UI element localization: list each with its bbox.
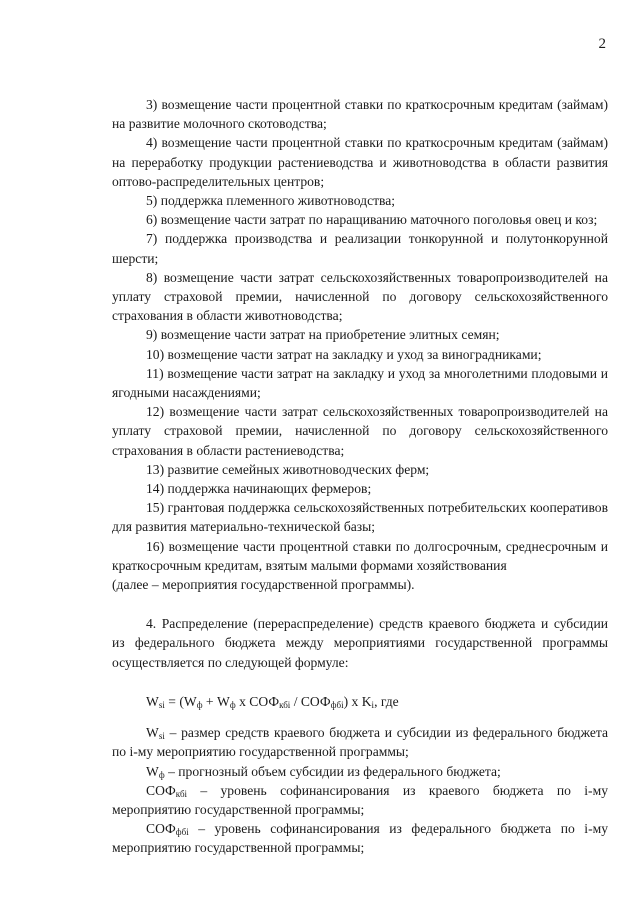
list-item-15: 15) грантовая поддержка сельскохозяйственных потребительских кооперативов для развития материально-технической базы; [112, 500, 608, 535]
list-item-3: 3) возмещение части процентной ставки по краткосрочным кредитам (займам) на развитие молочного скотоводства; [112, 97, 608, 132]
definition-sof-fbi: $СОФ_{фбi}$ – уровень софинансирования из федерального бюджета по i-му мероприятию государственной программы; [112, 821, 608, 856]
list-item-8: 8) возмещение части затрат сельскохозяйственных товаропроизводителей на уплату страховой премии, начисленной по договору сельскохозяйственного страхования в области животноводства; [112, 269, 608, 324]
list-item-13: 13) развитие семейных животноводческих ферм; [146, 461, 430, 477]
list-item-11: 11) возмещение части затрат на закладку и уход за многолетними плодовыми и ягодными насаждениями; [112, 365, 608, 401]
list-item-4: 4) возмещение части процентной ставки по краткосрочным кредитам (займам) на переработку продукции растениеводства и животноводства в области развития оптово-распределительных центров; [112, 135, 608, 189]
list-item-16: 16) возмещение части процентной ставки по долгосрочным, среднесрочным и краткосрочным кредитам, взятым малыми формами хозяйствования [112, 538, 608, 573]
list-closing-note: (далее – мероприятия государственной программы). [112, 577, 415, 593]
distribution-formula: $W_{si} = (W_ф + W_ф$ x $СОФ_{кбi} / СОФ_{фбi}$) x $K_i$, где [146, 693, 399, 710]
list-item-5: 5) поддержка племенного животноводства; [146, 193, 396, 209]
section-4-paragraph: 4. Распределение (перераспределение) средств краевого бюджета и субсидии из федерального бюджета между мероприятиями государственной программы осуществляется по следующей формуле: [112, 616, 608, 670]
page-number: 2 [598, 36, 606, 52]
list-item-12: 12) возмещение части затрат сельскохозяйственных товаропроизводителей на уплату страховой премии, начисленной по договору сельскохозяйственного страхования в области растениеводства; [112, 404, 608, 458]
list-item-7: 7) поддержка производства и реализации тонкорунной и полутонкорунной шерсти; [112, 231, 608, 266]
list-item-10: 10) возмещение части затрат на закладку и уход за виноградниками; [146, 346, 542, 362]
list-item-9: 9) возмещение части затрат на приобретение элитных семян; [146, 327, 500, 343]
definition-wsi: $W_{si}$ – размер средств краевого бюджета и субсидии из федерального бюджета по i-му мероприятию государственной программы; [112, 725, 608, 760]
list-item-6: 6) возмещение части затрат по наращиванию маточного поголовья овец и коз; [146, 212, 598, 228]
list-item-14: 14) поддержка начинающих фермеров; [146, 481, 372, 497]
document-body [112, 95, 608, 858]
definition-sof-kbi: $СОФ_{кбi}$ – уровень софинансирования из краевого бюджета по i-му мероприятию государственной программы; [112, 782, 608, 817]
definition-wf: $W_ф$ – прогнозный объем субсидии из федерального бюджета; [146, 763, 501, 780]
